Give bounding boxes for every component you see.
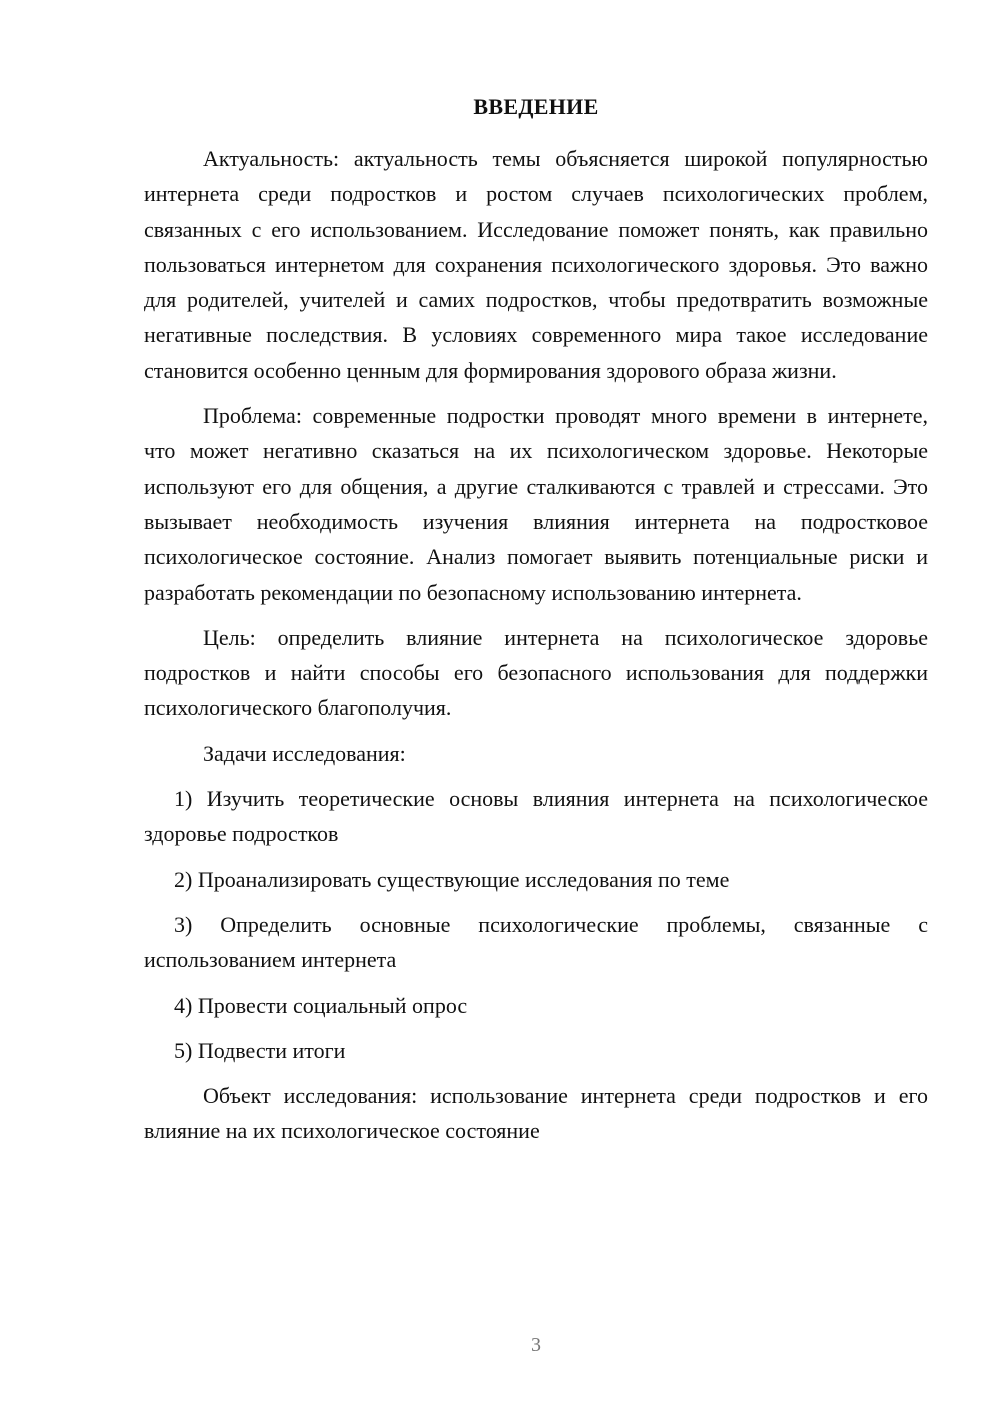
- paragraph-goal: Цель: определить влияние интернета на психологическое здоровье подростков и найти способы его безопасного использования для поддержки психологического благополучия.: [144, 624, 928, 721]
- page-number: 3: [531, 1334, 541, 1356]
- task-item-2: 2) Проанализировать существующие исследования по теме: [174, 866, 730, 892]
- task-item-3: 3) Определить основные психологические проблемы, связанные с использованием интернета: [144, 911, 928, 973]
- body-text: [144, 141, 928, 1149]
- task-item-1: 1) Изучить теоретические основы влияния интернета на психологическое здоровье подростков: [144, 786, 928, 847]
- paragraph-problem: Проблема: современные подростки проводят много времени в интернете, что может негативно сказаться на их психологическом здоровье. Некоторые используют его для общения, а другие сталкиваются с травлей и стрессами. Это вызывает необходимость изучения влияния интернета на подростковое психологическое состояние. Анализ помогает выявить потенциальные риски и разработать рекомендации по безопасному использованию интернета.: [144, 403, 928, 605]
- paragraph-relevance: Актуальность: актуальность темы объясняется широкой популярностью интернета среди подростков и ростом случаев психологических проблем, связанных с его использованием. Исследование поможет понять, как правильно пользоваться интернетом для сохранения психологического здоровья. Это важно для родителей, учителей и самих подростков, чтобы предотвратить возможные негативные последствия. В условиях современного мира такое исследование становится особенно ценным для формирования здорового образа жизни.: [144, 146, 928, 383]
- section-heading: ВВЕДЕНИЕ: [473, 94, 599, 119]
- paragraph-object: Объект исследования: использование интернета среди подростков и его влияние на их психологическое состояние: [144, 1083, 928, 1144]
- task-item-4: 4) Провести социальный опрос: [174, 992, 468, 1018]
- paragraph-tasks-heading: Задачи исследования:: [203, 740, 406, 766]
- task-item-5: 5) Подвести итоги: [174, 1037, 346, 1063]
